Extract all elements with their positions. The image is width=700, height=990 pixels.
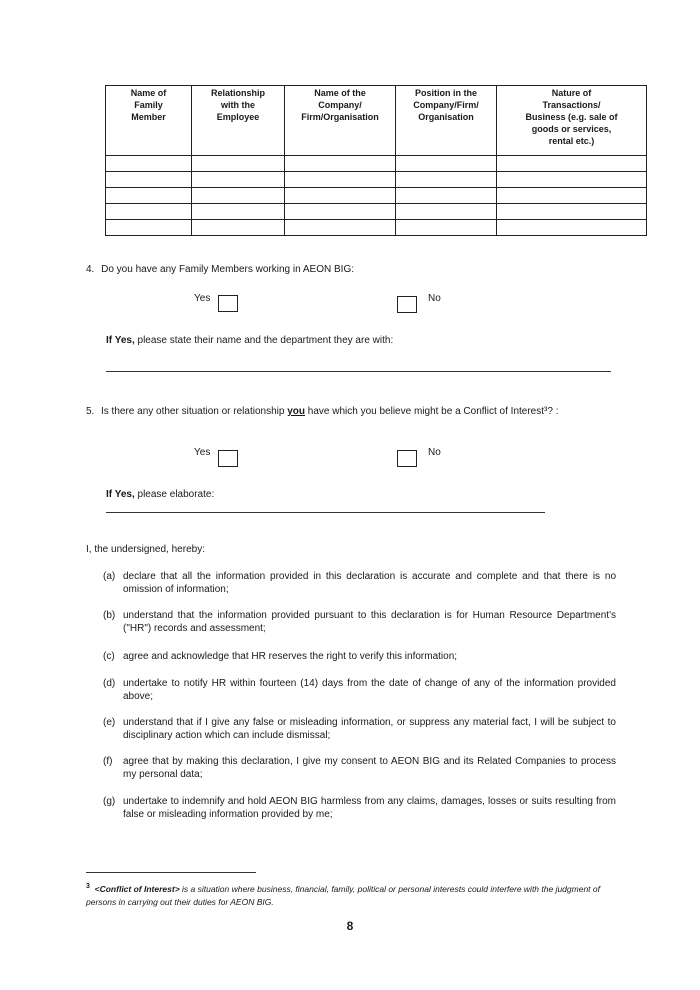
declaration-item-b	[103, 609, 616, 635]
table-cell[interactable]	[192, 188, 285, 204]
table-cell[interactable]	[285, 188, 396, 204]
declaration-item-label: (f)	[103, 756, 113, 767]
declaration-item-text: understand that if I give any false or misleading information, or suppress any material fact, I will be subject to disciplinary action which can include dismissal;	[123, 717, 616, 741]
table-cell[interactable]	[497, 220, 647, 236]
undersigned-statement: I, the undersigned, hereby:	[86, 544, 205, 555]
table-cell[interactable]	[106, 156, 192, 172]
footnote-text: is a situation where business, financial, family, political or personal interests could interfere with the judgment of persons in carrying out their duties for AEON BIG.	[86, 883, 600, 907]
declaration-item-text: understand that the information provided pursuant to this declaration is for Human Resource Department's ("HR") records and assessment;	[123, 610, 616, 634]
q4-if-yes-bold: If Yes,	[106, 335, 135, 346]
table-cell[interactable]	[192, 156, 285, 172]
table-header-row	[106, 86, 647, 156]
declaration-item-text: undertake to indemnify and hold AEON BIG harmless from any claims, damages, losses or suits resulting from false or misleading information provided by me;	[123, 796, 616, 820]
q5-if-yes-instruction	[106, 489, 214, 500]
q5-you-emphasis: you	[287, 406, 305, 417]
table-cell[interactable]	[192, 172, 285, 188]
table-cell[interactable]	[285, 220, 396, 236]
declaration-item-text: agree that by making this declaration, I give my consent to AEON BIG and its Related Companies to process my personal data;	[123, 756, 616, 780]
page-number: 8	[346, 919, 354, 933]
declaration-item-c	[103, 650, 616, 663]
declaration-item-label: (a)	[103, 571, 116, 582]
declaration-item-label: (g)	[103, 796, 116, 807]
q5-answer-line[interactable]	[106, 512, 545, 513]
q5-no-checkbox[interactable]	[397, 450, 417, 467]
table-cell[interactable]	[106, 188, 192, 204]
table-cell[interactable]	[396, 172, 497, 188]
q4-no-checkbox[interactable]	[397, 296, 417, 313]
declaration-item-text: agree and acknowledge that HR reserves the right to verify this information;	[123, 651, 458, 662]
declaration-item-text: declare that all the information provided in this declaration is accurate and complete and that there is no omission of information;	[123, 571, 616, 595]
q4-if-yes-instruction	[106, 335, 393, 346]
footnote-mark: 3	[86, 883, 90, 890]
question-4-number: 4.	[86, 264, 95, 275]
header-family-member: Name of Family Member	[106, 86, 192, 156]
header-company: Name of the Company/ Firm/Organisation	[285, 86, 396, 156]
q4-yes-checkbox[interactable]	[218, 295, 238, 312]
table-row	[106, 220, 647, 236]
declaration-item-g	[103, 795, 616, 821]
q4-answer-line[interactable]	[106, 371, 611, 372]
q5-if-yes-rest: please elaborate:	[134, 489, 215, 500]
q4-if-yes-rest: please state their name and the department they are with:	[134, 335, 394, 346]
declaration-item-label: (d)	[103, 678, 116, 689]
declaration-item-d	[103, 677, 616, 703]
declaration-item-e	[103, 716, 616, 742]
footnote-separator	[86, 872, 256, 873]
q5-yes-checkbox[interactable]	[218, 450, 238, 467]
table-row	[106, 204, 647, 220]
table-cell[interactable]	[497, 172, 647, 188]
header-relationship: Relationship with the Employee	[192, 86, 285, 156]
table-cell[interactable]	[106, 220, 192, 236]
table-cell[interactable]	[396, 156, 497, 172]
question-4-text: Do you have any Family Members working in AEON BIG:	[101, 264, 354, 275]
q5-yes-label: Yes	[194, 447, 211, 458]
table-row	[106, 188, 647, 204]
family-members-table	[105, 85, 647, 236]
question-4	[86, 264, 354, 275]
header-nature-of-transactions: Nature of Transactions/ Business (e.g. sale of goods or services, rental etc.)	[497, 86, 647, 156]
table-cell[interactable]	[106, 172, 192, 188]
table-cell[interactable]	[106, 204, 192, 220]
table-cell[interactable]	[396, 204, 497, 220]
table-row	[106, 156, 647, 172]
table-cell[interactable]	[396, 220, 497, 236]
table-row	[106, 172, 647, 188]
declaration-item-label: (c)	[103, 651, 115, 662]
footnote	[86, 880, 616, 909]
table-cell[interactable]	[285, 204, 396, 220]
table-cell[interactable]	[497, 204, 647, 220]
table-cell[interactable]	[192, 220, 285, 236]
declaration-item-label: (b)	[103, 610, 116, 621]
q5-if-yes-bold: If Yes,	[106, 489, 135, 500]
declaration-item-a	[103, 570, 616, 596]
footnote-term: <Conflict of Interest>	[94, 883, 180, 894]
q4-no-label: No	[428, 293, 441, 304]
question-5-number: 5.	[86, 406, 95, 417]
header-position: Position in the Company/Firm/ Organisation	[396, 86, 497, 156]
question-5	[86, 405, 618, 418]
declaration-item-text: undertake to notify HR within fourteen (14) days from the date of change of any of the information provided above;	[123, 678, 616, 702]
table-cell[interactable]	[396, 188, 497, 204]
table-cell[interactable]	[497, 188, 647, 204]
table-cell[interactable]	[497, 156, 647, 172]
table-cell[interactable]	[285, 172, 396, 188]
q5-no-label: No	[428, 447, 441, 458]
declaration-item-f	[103, 755, 616, 781]
q4-yes-label: Yes	[194, 293, 211, 304]
question-5-text: Is there any other situation or relationship you have which you believe might be a Conflict of Interest³? :	[101, 406, 559, 417]
table-cell[interactable]	[192, 204, 285, 220]
declaration-item-label: (e)	[103, 717, 116, 728]
table-cell[interactable]	[285, 156, 396, 172]
